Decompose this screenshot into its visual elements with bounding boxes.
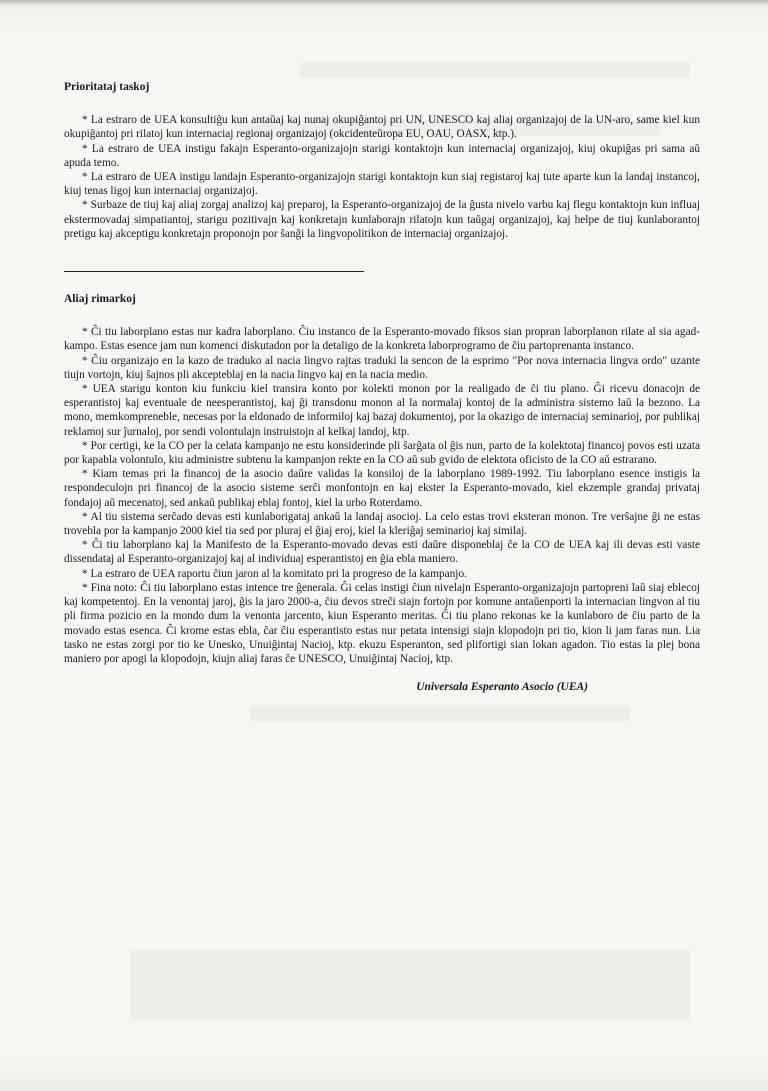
reverse-side-bleed xyxy=(130,950,690,1020)
paragraph: * La estraro de UEA konsultiĝu kun antaŭaj kaj nunaj okupiĝantoj pri UN, UNESCO kaj aliaj organizajoj de la UN-aro, same kiel kun okupiĝantoj pri rilatoj kun internaciaj regionaj organizajoj (okcidenteŭropa EU, OAU, OASX, ktp.). xyxy=(64,114,700,141)
reverse-side-bleed xyxy=(300,62,690,78)
page-top-edge xyxy=(0,0,768,6)
paragraph: * Surbaze de tiuj kaj aliaj zorgaj analizoj kaj preparoj, la Esperanto-organizajoj de la ĝusta nivelo varbu kaj flegu kontaktojn kun influaj ekstermovadaj simpatiantoj, starigu pozitivajn kaj konkretajn kunlaborajn rilatojn kun taŭgaj organizajoj, kaj helpe de tiuj kunlaborantoj pretigu kaj akceptigu konkretajn proponojn por ŝanĝi la lingvopolitikon de internaciaj organizajoj. xyxy=(64,199,700,240)
paragraph: * La estraro de UEA raportu ĉiun jaron al la komitato pri la progreso de la kampanjo. xyxy=(82,567,467,580)
paragraph: * Kiam temas pri la financoj de la asocio daŭre validas la konsiloj de la laborplano 1989-1992. Tiu laborplano esence instigis la respondeculojn pri financoj de la asocio sisteme serĉi monfontojn en kaj ekster la Esperanto-movado, kiel ekzemple grandaj privataj fondajoj aŭ mecenatoj, sed ankaŭ publikaj eblaj fontoj, kiel la urbo Roterdamo. xyxy=(64,468,700,509)
priorities-list xyxy=(64,113,700,241)
signature: Universala Esperanto Asocio (UEA) xyxy=(416,681,588,694)
section-heading-priorities: Prioritataj taskoj xyxy=(64,81,150,93)
paragraph: * La estraro de UEA instigu landajn Esperanto-organizajojn starigi kontaktojn kun siaj registaroj kaj tute aparte kun la landaj instancoj, kiuj tenas ligoj kun internaciaj organizajoj. xyxy=(64,171,700,198)
paragraph: * Ĉi tiu laborplano estas nur kadra laborplano. Ĉiu instanco de la Esperanto-movado fiksos sian propran laborplanon rilate al sia agad-kampo. Estas esence jam nun komenci diskutadon por la detaligo de la konkreta laborprogramo de ĉiu partoprenanta instanco. xyxy=(64,326,700,353)
paragraph: * Ĉi tiu laborplano kaj la Manifesto de la Esperanto-movado devas esti daŭre disponeblaj ĉe la CO de UEA kaj ili devas esti vaste dissendataj al Esperanto-organizajoj kaj al individuaj esperantistoj en ĝia ebla maniero. xyxy=(64,539,700,566)
paragraph: * Ĉiu organizajo en la kazo de traduko al nacia lingvo rajtas traduki la sencon de la esprimo "Por nova internacia lingva ordo" uzante tiujn vortojn, kiuj ŝajnos pli akcepteblaj en la nacia lingvo kaj en la nacia medio. xyxy=(64,354,700,381)
document-body xyxy=(64,80,700,694)
paragraph: * UEA starigu konton kiu funkciu kiel transira konto por kolekti monon por la realigado de ĉi tiu plano. Ĝi ricevu donacojn de esperantistoj kaj eventuale de neesperantistoj, kaj ĝi transdonu monon al la normalaj kontoj de la administra sistemo laŭ la bezono. La mono, memkompreneble, necesas por la eldonado de informiloj kaj bazaj dokumentoj, por la okazigo de internaciaj seminarioj, por publikaj reklamoj sur ĵurnaloj, por sendi volontulajn instruistojn al kelkaj landoj, ktp. xyxy=(64,383,700,438)
section-heading-other-remarks: Aliaj rimarkoj xyxy=(64,293,136,306)
section-divider xyxy=(64,271,364,272)
remarks-list xyxy=(64,325,700,666)
reverse-side-bleed xyxy=(250,705,630,721)
paragraph: * Por certigi, ke la CO per la celata kampanjo ne estu konsiderinde pli ŝarĝata ol ĝis nun, parto de la kolektotaj financoj povos esti uzata por kapabla volontulo, kiu administre subtenu la kampanjon rekte en la CO aŭ sub gvido de elektota oficisto de la CO aŭ estrarano. xyxy=(64,439,700,467)
paragraph: * La estraro de UEA instigu fakajn Esperanto-organizajojn starigi kontaktojn kun internaciaj organizajoj, kiuj okupiĝas pri sama aŭ apuda temo. xyxy=(64,142,700,169)
paragraph: * Al tiu sistema serĉado devas esti kunlaborigataj ankaŭ la landaj asocioj. La celo estas trovi eksteran monon. Tre verŝajne ĝi ne estas trovebla por la kampanjo 2000 kiel tia sed por pluraj el ĝiaj eroj, kiel la kleriĝaj seminarioj kaj similaj. xyxy=(64,510,700,538)
paragraph: * Fina noto: Ĉi tiu laborplano estas intence tre ĝenerala. Ĝi celas instigi ĉiun nivelajn Esperanto-organizajojn partopreni laŭ siaj eblecoj kaj kompetentoj. En la venontaj jaroj, ĝis la jaro 2000-a, ĉiu devos streĉi siajn fortojn por komune antaŭenporti la internacian lingvon al tiu pli firma pozicio en la mondo dum la venonta jarcento, kiun Esperanto meritas. Ĉi tiu plano rekonas ke la kunlaboro de ĉiu parto de la movado estas esenca. Ĉi krome estas ebla, ĉar ĉiu esperantisto estas nur petata intensigi siajn klopodojn pri tio, kion li jam faras nun. Lia tasko ne estas zorgi por tio ke Unesko, Unuiĝintaj Nacioj, ktp. ekuzu Esperanton, sed plifortigi sian lokan agadon. Tio estas la plej bona maniero por apogi la klopodojn, kiujn aliaj faras ĉe UNESCO, Unuiĝintaj Nacioj, ktp. xyxy=(64,581,700,665)
